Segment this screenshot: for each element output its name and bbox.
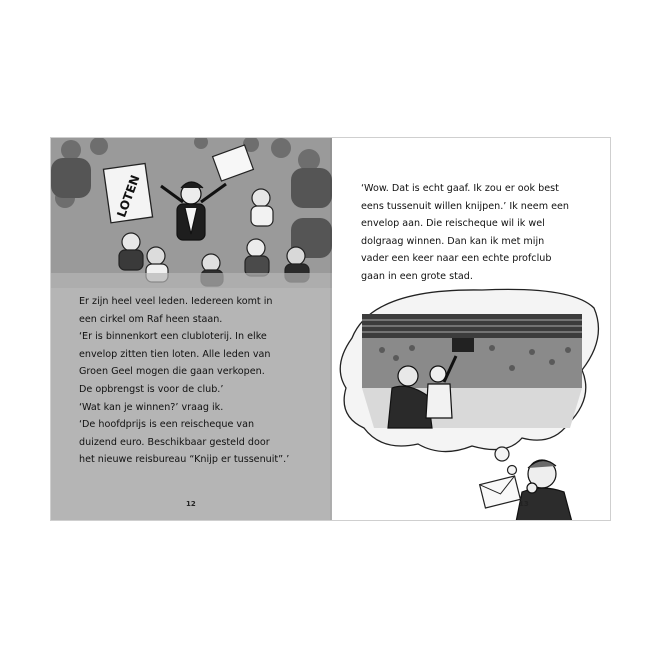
text-line: envelop aan. Die reischeque wil ik wel [361,218,545,230]
text-line: Groen Geel mogen die gaan verkopen. [79,366,265,378]
text-line: het nieuwe reisbureau “Knijp er tussenuit”.’ [79,454,290,466]
text-line: gaan in een grote stad. [361,270,473,282]
page-number: 12 [186,500,196,508]
book-spread [50,137,611,521]
text-line: een cirkel om Raf heen staan. [79,313,223,325]
text-line: vader een keer naar een echte profclub [361,253,552,265]
text-line: De opbrengst is voor de club.’ [79,383,224,395]
text-line: dolgraag winnen. Dan kan ik met mijn [361,235,545,247]
text-line: ‘Wow. Dat is echt gaaf. Ik zou er ook best [361,183,559,194]
text-line: envelop zitten tien loten. Alle leden van [79,348,271,360]
left-page [51,138,332,520]
text-line: Er zijn heel veel leden. Iedereen komt in [79,296,273,307]
stadium-dream-illustration [332,278,611,520]
text-line: eens tussenuit willen knijpen.’ Ik neem een [361,200,569,212]
right-page-text [361,180,606,286]
sign-text: LOTEN [114,173,143,220]
right-page [332,138,611,520]
crowd-illustration [51,138,332,288]
text-line: ‘De hoofdprijs is een reischeque van [79,419,255,431]
page-number: 13 [519,500,529,508]
text-line: duizend euro. Beschikbaar gesteld door [79,436,270,448]
text-line: ‘Wat kan je winnen?’ vraag ik. [79,401,224,413]
left-page-text [79,293,329,469]
text-line: ‘Er is binnenkort een clubloterij. In elke [79,331,267,343]
